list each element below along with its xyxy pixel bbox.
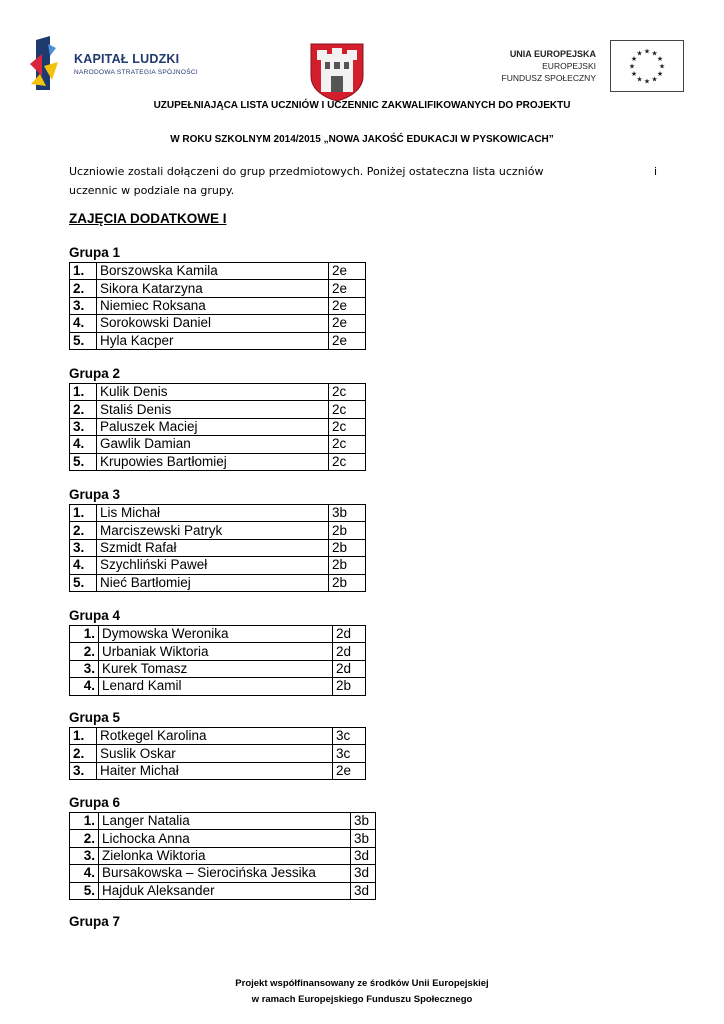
- student-class: 2d: [333, 643, 366, 660]
- row-number: 2.: [70, 643, 99, 660]
- kapital-ludzki-subtitle: NARODOWA STRATEGIA SPÓJNOŚCI: [74, 69, 198, 76]
- student-name: Lichocka Anna: [99, 830, 351, 847]
- intro-i: i: [653, 165, 657, 178]
- table-row: [70, 297, 366, 314]
- table-row: [70, 745, 366, 762]
- student-class: 3d: [351, 847, 376, 864]
- eu-flag-icon: [611, 41, 683, 91]
- row-number: 4.: [70, 678, 99, 695]
- city-crest: [309, 42, 365, 102]
- table-row: [70, 660, 366, 677]
- group-6-title: Grupa 6: [69, 795, 121, 810]
- student-name: Paluszek Maciej: [97, 418, 329, 435]
- student-class: 2b: [329, 522, 366, 539]
- eu-star-icon: ★: [630, 71, 638, 78]
- table-row: [70, 384, 366, 401]
- student-name: Kulik Denis: [97, 384, 329, 401]
- intro-line1: Uczniowie zostali dołączeni do grup przedmiotowych. Poniżej ostateczna lista uczniów: [69, 165, 544, 178]
- student-name: Haiter Michał: [97, 762, 333, 779]
- row-number: 5.: [70, 453, 97, 470]
- table-row: [70, 762, 366, 779]
- student-class: 2e: [333, 762, 366, 779]
- row-number: 5.: [70, 882, 99, 899]
- row-number: 4.: [70, 315, 97, 332]
- eu-flag: [610, 40, 684, 92]
- student-name: Szychliński Paweł: [97, 557, 329, 574]
- table-row: [70, 813, 376, 830]
- student-class: 3d: [351, 882, 376, 899]
- group-3-table: [69, 504, 366, 592]
- footer-line1: Projekt współfinansowany ze środków Unii Europejskiej: [235, 978, 489, 989]
- eu-star-icon: ★: [636, 76, 643, 84]
- table-row: [70, 505, 366, 522]
- student-name: Langer Natalia: [99, 813, 351, 830]
- student-class: 2c: [329, 384, 366, 401]
- student-name: Sorokowski Daniel: [97, 315, 329, 332]
- table-row: [70, 332, 366, 349]
- group-7-title: Grupa 7: [69, 914, 121, 929]
- row-number: 3.: [70, 847, 99, 864]
- eu-star-icon: ★: [656, 71, 664, 78]
- row-number: 3.: [70, 418, 97, 435]
- eu-text: [502, 48, 596, 84]
- table-row: [70, 401, 366, 418]
- student-class: 2c: [329, 453, 366, 470]
- table-row: [70, 728, 366, 745]
- student-class: 3b: [329, 505, 366, 522]
- doc-title-line2: W ROKU SZKOLNYM 2014/2015 „NOWA JAKOŚĆ EDUKACJI W PYSKOWICACH”: [170, 134, 554, 145]
- row-number: 2.: [70, 522, 97, 539]
- student-class: 3b: [351, 830, 376, 847]
- row-number: 5.: [70, 332, 97, 349]
- student-class: 2e: [329, 332, 366, 349]
- student-name: Lenard Kamil: [99, 678, 333, 695]
- student-name: Kurek Tomasz: [99, 660, 333, 677]
- student-class: 2c: [329, 418, 366, 435]
- eu-star-icon: ★: [656, 56, 664, 63]
- group-4-table: [69, 625, 366, 696]
- table-row: [70, 847, 376, 864]
- table-row: [70, 882, 376, 899]
- group-6-table: [69, 812, 376, 900]
- student-name: Zielonka Wiktoria: [99, 847, 351, 864]
- table-row: [70, 557, 366, 574]
- student-name: Sikora Katarzyna: [97, 280, 329, 297]
- table-row: [70, 453, 366, 470]
- table-row: [70, 436, 366, 453]
- student-name: Urbaniak Wiktoria: [99, 643, 333, 660]
- kapital-ludzki-title: KAPITAŁ LUDZKI: [74, 52, 180, 66]
- group-5-title: Grupa 5: [69, 710, 121, 725]
- student-class: 3d: [351, 865, 376, 882]
- row-number: 3.: [70, 660, 99, 677]
- eu-star-icon: ★: [630, 56, 638, 63]
- row-number: 4.: [70, 865, 99, 882]
- student-name: Hajduk Aleksander: [99, 882, 351, 899]
- row-number: 2.: [70, 280, 97, 297]
- eu-star-icon: ★: [651, 50, 658, 58]
- row-number: 4.: [70, 557, 97, 574]
- row-number: 1.: [70, 813, 99, 830]
- student-class: 3b: [351, 813, 376, 830]
- student-class: 2e: [329, 263, 366, 280]
- student-name: Krupowies Bartłomiej: [97, 453, 329, 470]
- row-number: 3.: [70, 539, 97, 556]
- eu-line3: FUNDUSZ SPOŁECZNY: [501, 73, 596, 83]
- student-class: 2e: [329, 297, 366, 314]
- row-number: 1.: [70, 384, 97, 401]
- group-1-table: [69, 262, 366, 350]
- eu-star-icon: ★: [658, 63, 666, 71]
- eu-line1: UNIA EUROPEJSKA: [509, 49, 596, 59]
- row-number: 2.: [70, 830, 99, 847]
- section-title: ZAJĘCIA DODATKOWE I: [69, 211, 227, 226]
- row-number: 2.: [70, 401, 97, 418]
- group-3-title: Grupa 3: [69, 487, 121, 502]
- student-class: 2e: [329, 280, 366, 297]
- table-row: [70, 522, 366, 539]
- table-row: [70, 626, 366, 643]
- student-name: Dymowska Weronika: [99, 626, 333, 643]
- student-class: 2c: [329, 436, 366, 453]
- student-name: Suslik Oskar: [97, 745, 333, 762]
- eu-line2: EUROPEJSKI: [542, 61, 596, 71]
- doc-title-line1: UZUPEŁNIAJĄCA LISTA UCZNIÓW I UCZENNIC ZAKWALIFIKOWANYCH DO PROJEKTU: [153, 100, 571, 111]
- row-number: 3.: [70, 297, 97, 314]
- row-number: 5.: [70, 574, 97, 591]
- student-class: 2b: [329, 574, 366, 591]
- intro-line2: uczennic w podziale na grupy.: [69, 184, 235, 197]
- footer-line2: w ramach Europejskiego Funduszu Społecznego: [251, 994, 473, 1005]
- eu-star-icon: ★: [628, 63, 636, 71]
- eu-star-icon: ★: [636, 50, 643, 58]
- group-4-title: Grupa 4: [69, 608, 121, 623]
- group-2-title: Grupa 2: [69, 366, 121, 381]
- table-row: [70, 678, 366, 695]
- city-crest-icon: [309, 42, 365, 102]
- student-name: Borszowska Kamila: [97, 263, 329, 280]
- student-name: Rotkegel Karolina: [97, 728, 333, 745]
- row-number: 1.: [70, 505, 97, 522]
- student-name: Hyla Kacper: [97, 332, 329, 349]
- student-class: 2c: [329, 401, 366, 418]
- kapital-ludzki-icon: [28, 36, 70, 90]
- row-number: 2.: [70, 745, 97, 762]
- row-number: 3.: [70, 762, 97, 779]
- row-number: 1.: [70, 728, 97, 745]
- table-row: [70, 280, 366, 297]
- eu-star-icon: ★: [651, 76, 658, 84]
- student-class: 3c: [333, 728, 366, 745]
- table-row: [70, 643, 366, 660]
- kapital-ludzki-logo: [28, 36, 228, 90]
- row-number: 1.: [70, 263, 97, 280]
- student-class: 2b: [329, 557, 366, 574]
- student-class: 2b: [329, 539, 366, 556]
- student-name: Niemiec Roksana: [97, 297, 329, 314]
- intro-text: [69, 162, 659, 200]
- row-number: 1.: [70, 626, 99, 643]
- row-number: 4.: [70, 436, 97, 453]
- eu-logo: [486, 40, 686, 94]
- student-name: Staliś Denis: [97, 401, 329, 418]
- student-name: Marciszewski Patryk: [97, 522, 329, 539]
- table-row: [70, 865, 376, 882]
- student-class: 2b: [333, 678, 366, 695]
- student-class: 3c: [333, 745, 366, 762]
- student-class: 2d: [333, 626, 366, 643]
- table-row: [70, 830, 376, 847]
- student-name: Gawlik Damian: [97, 436, 329, 453]
- table-row: [70, 315, 366, 332]
- student-name: Bursakowska – Sierocińska Jessika: [99, 865, 351, 882]
- table-row: [70, 263, 366, 280]
- group-5-table: [69, 727, 366, 780]
- footer: [0, 976, 724, 1008]
- table-row: [70, 418, 366, 435]
- group-2-table: [69, 383, 366, 471]
- table-row: [70, 539, 366, 556]
- student-class: 2d: [333, 660, 366, 677]
- eu-star-icon: ★: [643, 48, 651, 56]
- eu-star-icon: ★: [643, 78, 651, 86]
- student-name: Lis Michał: [97, 505, 329, 522]
- student-class: 2e: [329, 315, 366, 332]
- table-row: [70, 574, 366, 591]
- student-name: Szmidt Rafał: [97, 539, 329, 556]
- group-1-title: Grupa 1: [69, 245, 121, 260]
- student-name: Nieć Bartłomiej: [97, 574, 329, 591]
